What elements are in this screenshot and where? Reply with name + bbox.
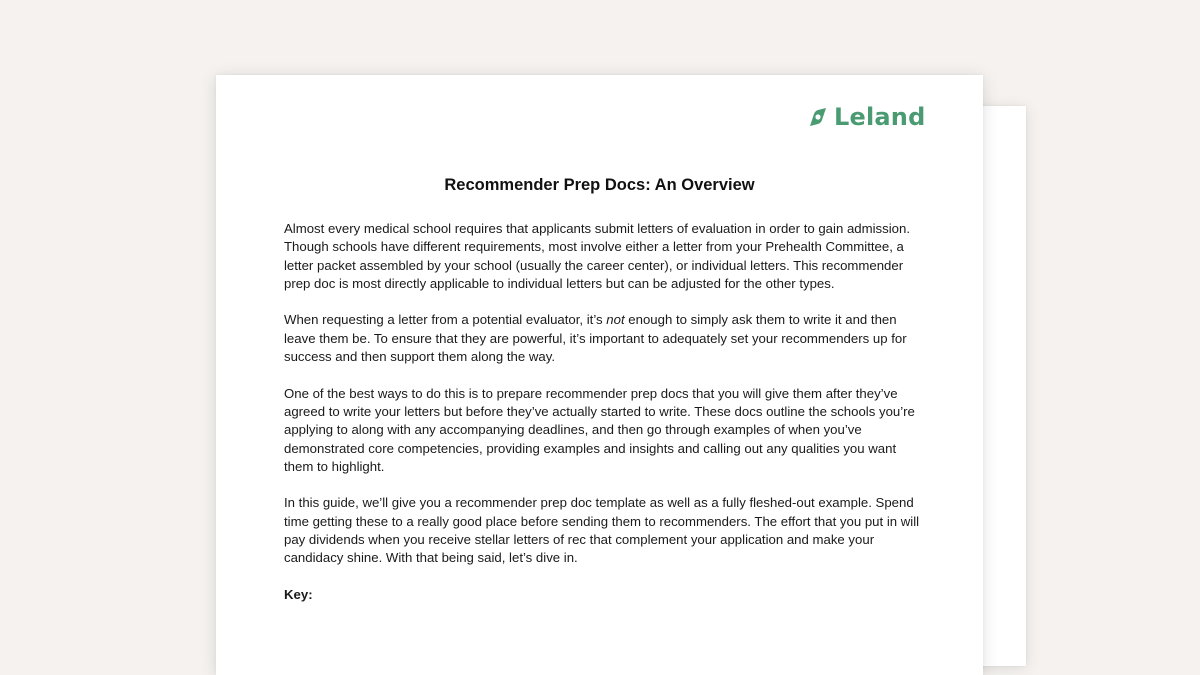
emphasis-not: not [606, 312, 625, 328]
paragraph-requesting-before: When requesting a letter from a potential evaluator, it’s [284, 312, 607, 328]
leaf-compass-icon [806, 106, 828, 128]
key-heading: Key: [284, 586, 313, 602]
leland-logo [806, 105, 925, 129]
paragraph-intro: Almost every medical school requires that applicants submit letters of evaluation in order to gain admission. Though schools have different requirements, most involve either a letter from your Prehealth Committee, a letter packet assembled by your school (usually the career center), or individual letters. This recommender prep doc is most directly applicable to individual letters but can be adjusted for the other types. [284, 221, 910, 291]
document-page [216, 75, 983, 675]
paragraph-guide: In this guide, we’ll give you a recommender prep doc template as well as a fully fleshed-out example. Spend time getting these to a really good place before sending them to recommenders. The effort that you put in will pay dividends when you receive stellar letters of rec that complement your application and make your candidacy shine. With that being said, let’s dive in. [284, 495, 920, 566]
document-body [284, 220, 924, 623]
brand-name: Leland [834, 103, 926, 131]
paragraph-requesting-after: enough to simply ask them to write it and then leave them be. To ensure that they are powerful, it’s important to adequately set your recommenders up for success and then support them along the way. [284, 312, 907, 365]
paragraph-requesting [284, 311, 924, 366]
paragraph-prep-docs: One of the best ways to do this is to prepare recommender prep docs that you will give them after they’ve agreed to write your letters but before they’ve actually started to write. These docs outline the schools you’re applying to along with any accompanying deadlines, and then go through examples of when you’ve demonstrated core competencies, providing examples and insights and calling out any qualities you want them to highlight. [284, 385, 915, 474]
document-title: Recommender Prep Docs: An Overview [444, 176, 755, 194]
